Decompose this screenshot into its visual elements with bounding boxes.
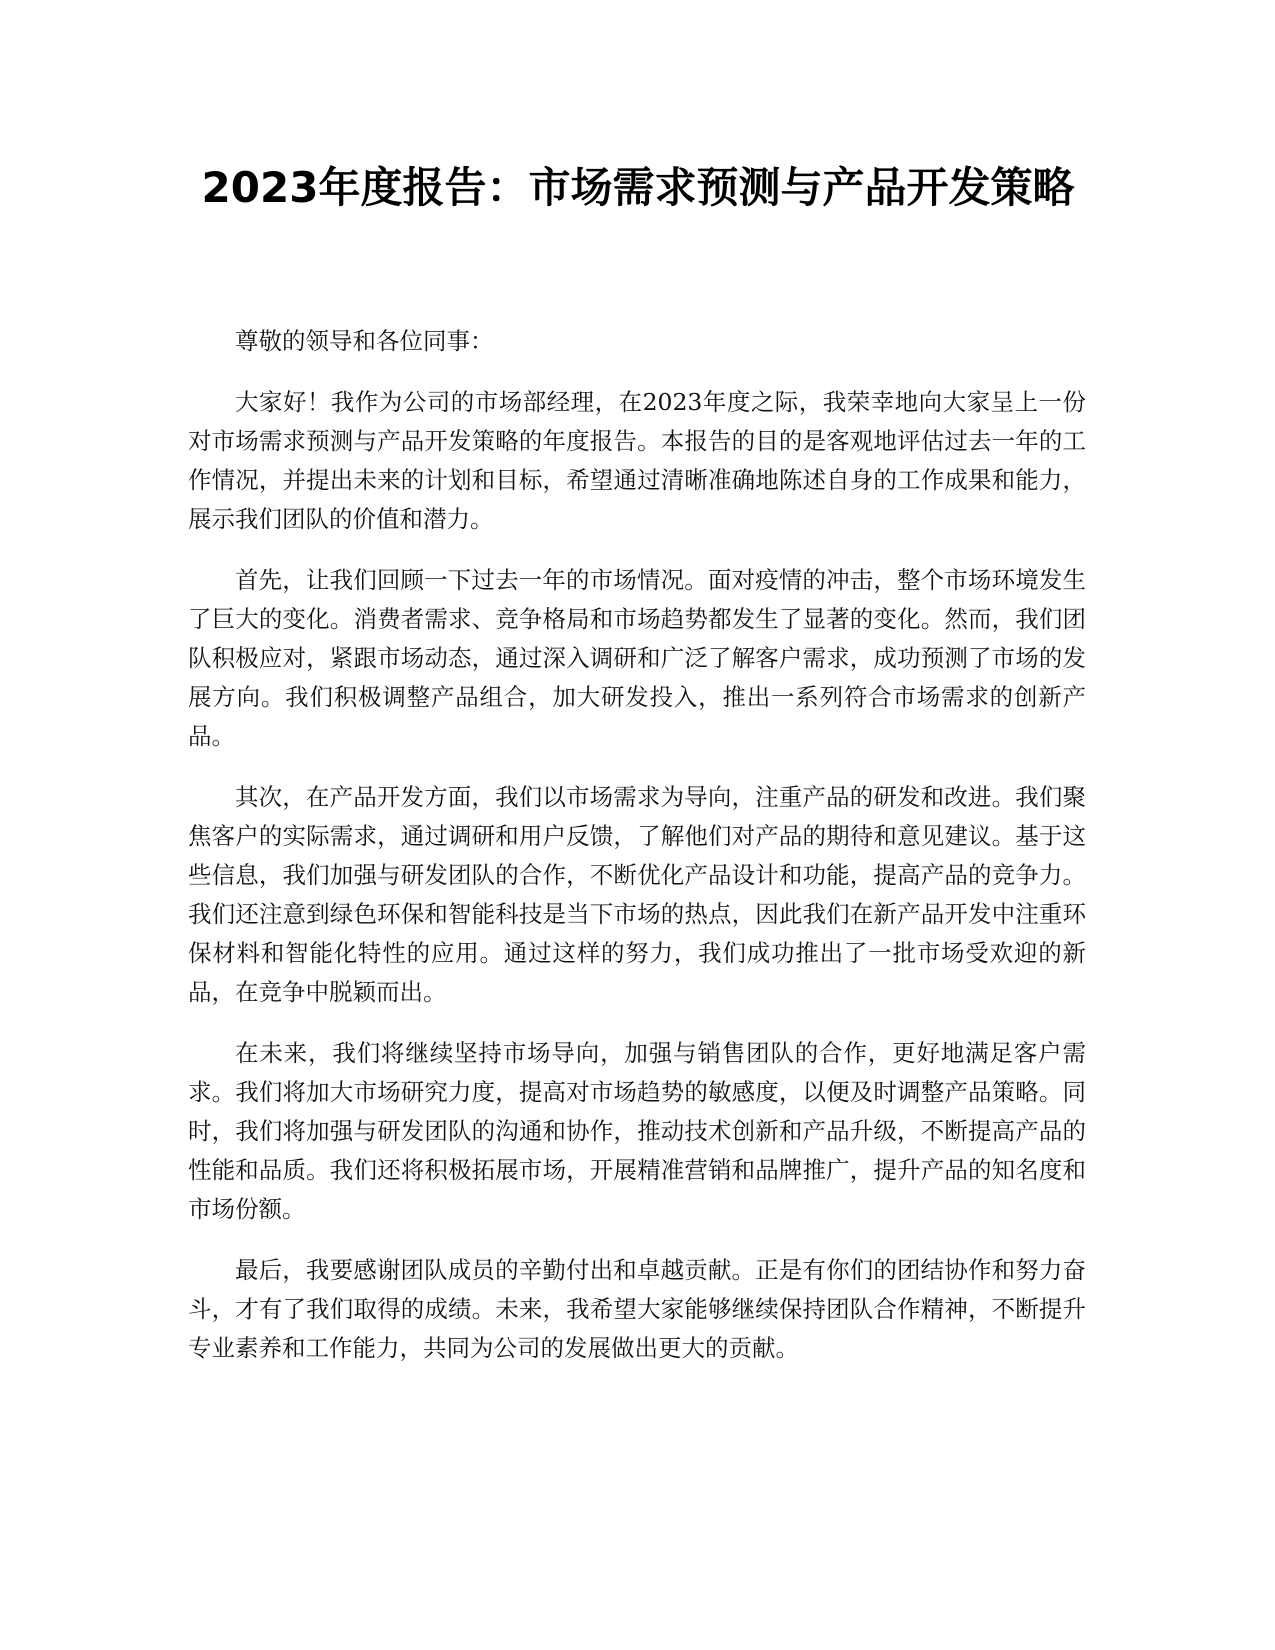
paragraph-intro: 大家好！我作为公司的市场部经理，在2023年度之际，我荣幸地向大家呈上一份对市场需求预测与产品开发策略的年度报告。本报告的目的是客观地评估过去一年的工作情况，并提出未来的计划和目标，希望通过清晰准确地陈述自身的工作成果和能力，展示我们团队的价值和潜力。 [188,388,1086,533]
paragraph-product-development: 其次，在产品开发方面，我们以市场需求为导向，注重产品的研发和改进。我们聚焦客户的实际需求，通过调研和用户反馈，了解他们对产品的期待和意见建议。基于这些信息，我们加强与研发团队的合作，不断优化产品设计和功能，提高产品的竞争力。我们还注意到绿色环保和智能科技是当下市场的热点，因此我们在新产品开发中注重环保材料和智能化特性的应用。通过这样的努力，我们成功推出了一批市场受欢迎的新品，在竞争中脱颖而出。 [188,783,1086,1006]
salutation: 尊敬的领导和各位同事： [235,327,494,355]
paragraph-market-review: 首先，让我们回顾一下过去一年的市场情况。面对疫情的冲击，整个市场环境发生了巨大的变化。消费者需求、竞争格局和市场趋势都发生了显著的变化。然而，我们团队积极应对，紧跟市场动态，通过深入调研和广泛了解客户需求，成功预测了市场的发展方向。我们积极调整产品组合，加大研发投入，推出一系列符合市场需求的创新产品。 [188,566,1086,750]
document-title: 2023年度报告：市场需求预测与产品开发策略 [201,163,1075,212]
paragraph-acknowledgement: 最后，我要感谢团队成员的辛勤付出和卓越贡献。正是有你们的团结协作和努力奋斗，才有了我们取得的成绩。未来，我希望大家能够继续保持团队合作精神，不断提升专业素养和工作能力，共同为公司的发展做出更大的贡献。 [188,1256,1086,1362]
paragraph-future-plans: 在未来，我们将继续坚持市场导向，加强与销售团队的合作，更好地满足客户需求。我们将加大市场研究力度，提高对市场趋势的敏感度，以便及时调整产品策略。同时，我们将加强与研发团队的沟通和协作，推动技术创新和产品升级，不断提高产品的性能和品质。我们还将积极拓展市场，开展精准营销和品牌推广，提升产品的知名度和市场份额。 [188,1039,1086,1223]
document-body [188,322,1086,1390]
